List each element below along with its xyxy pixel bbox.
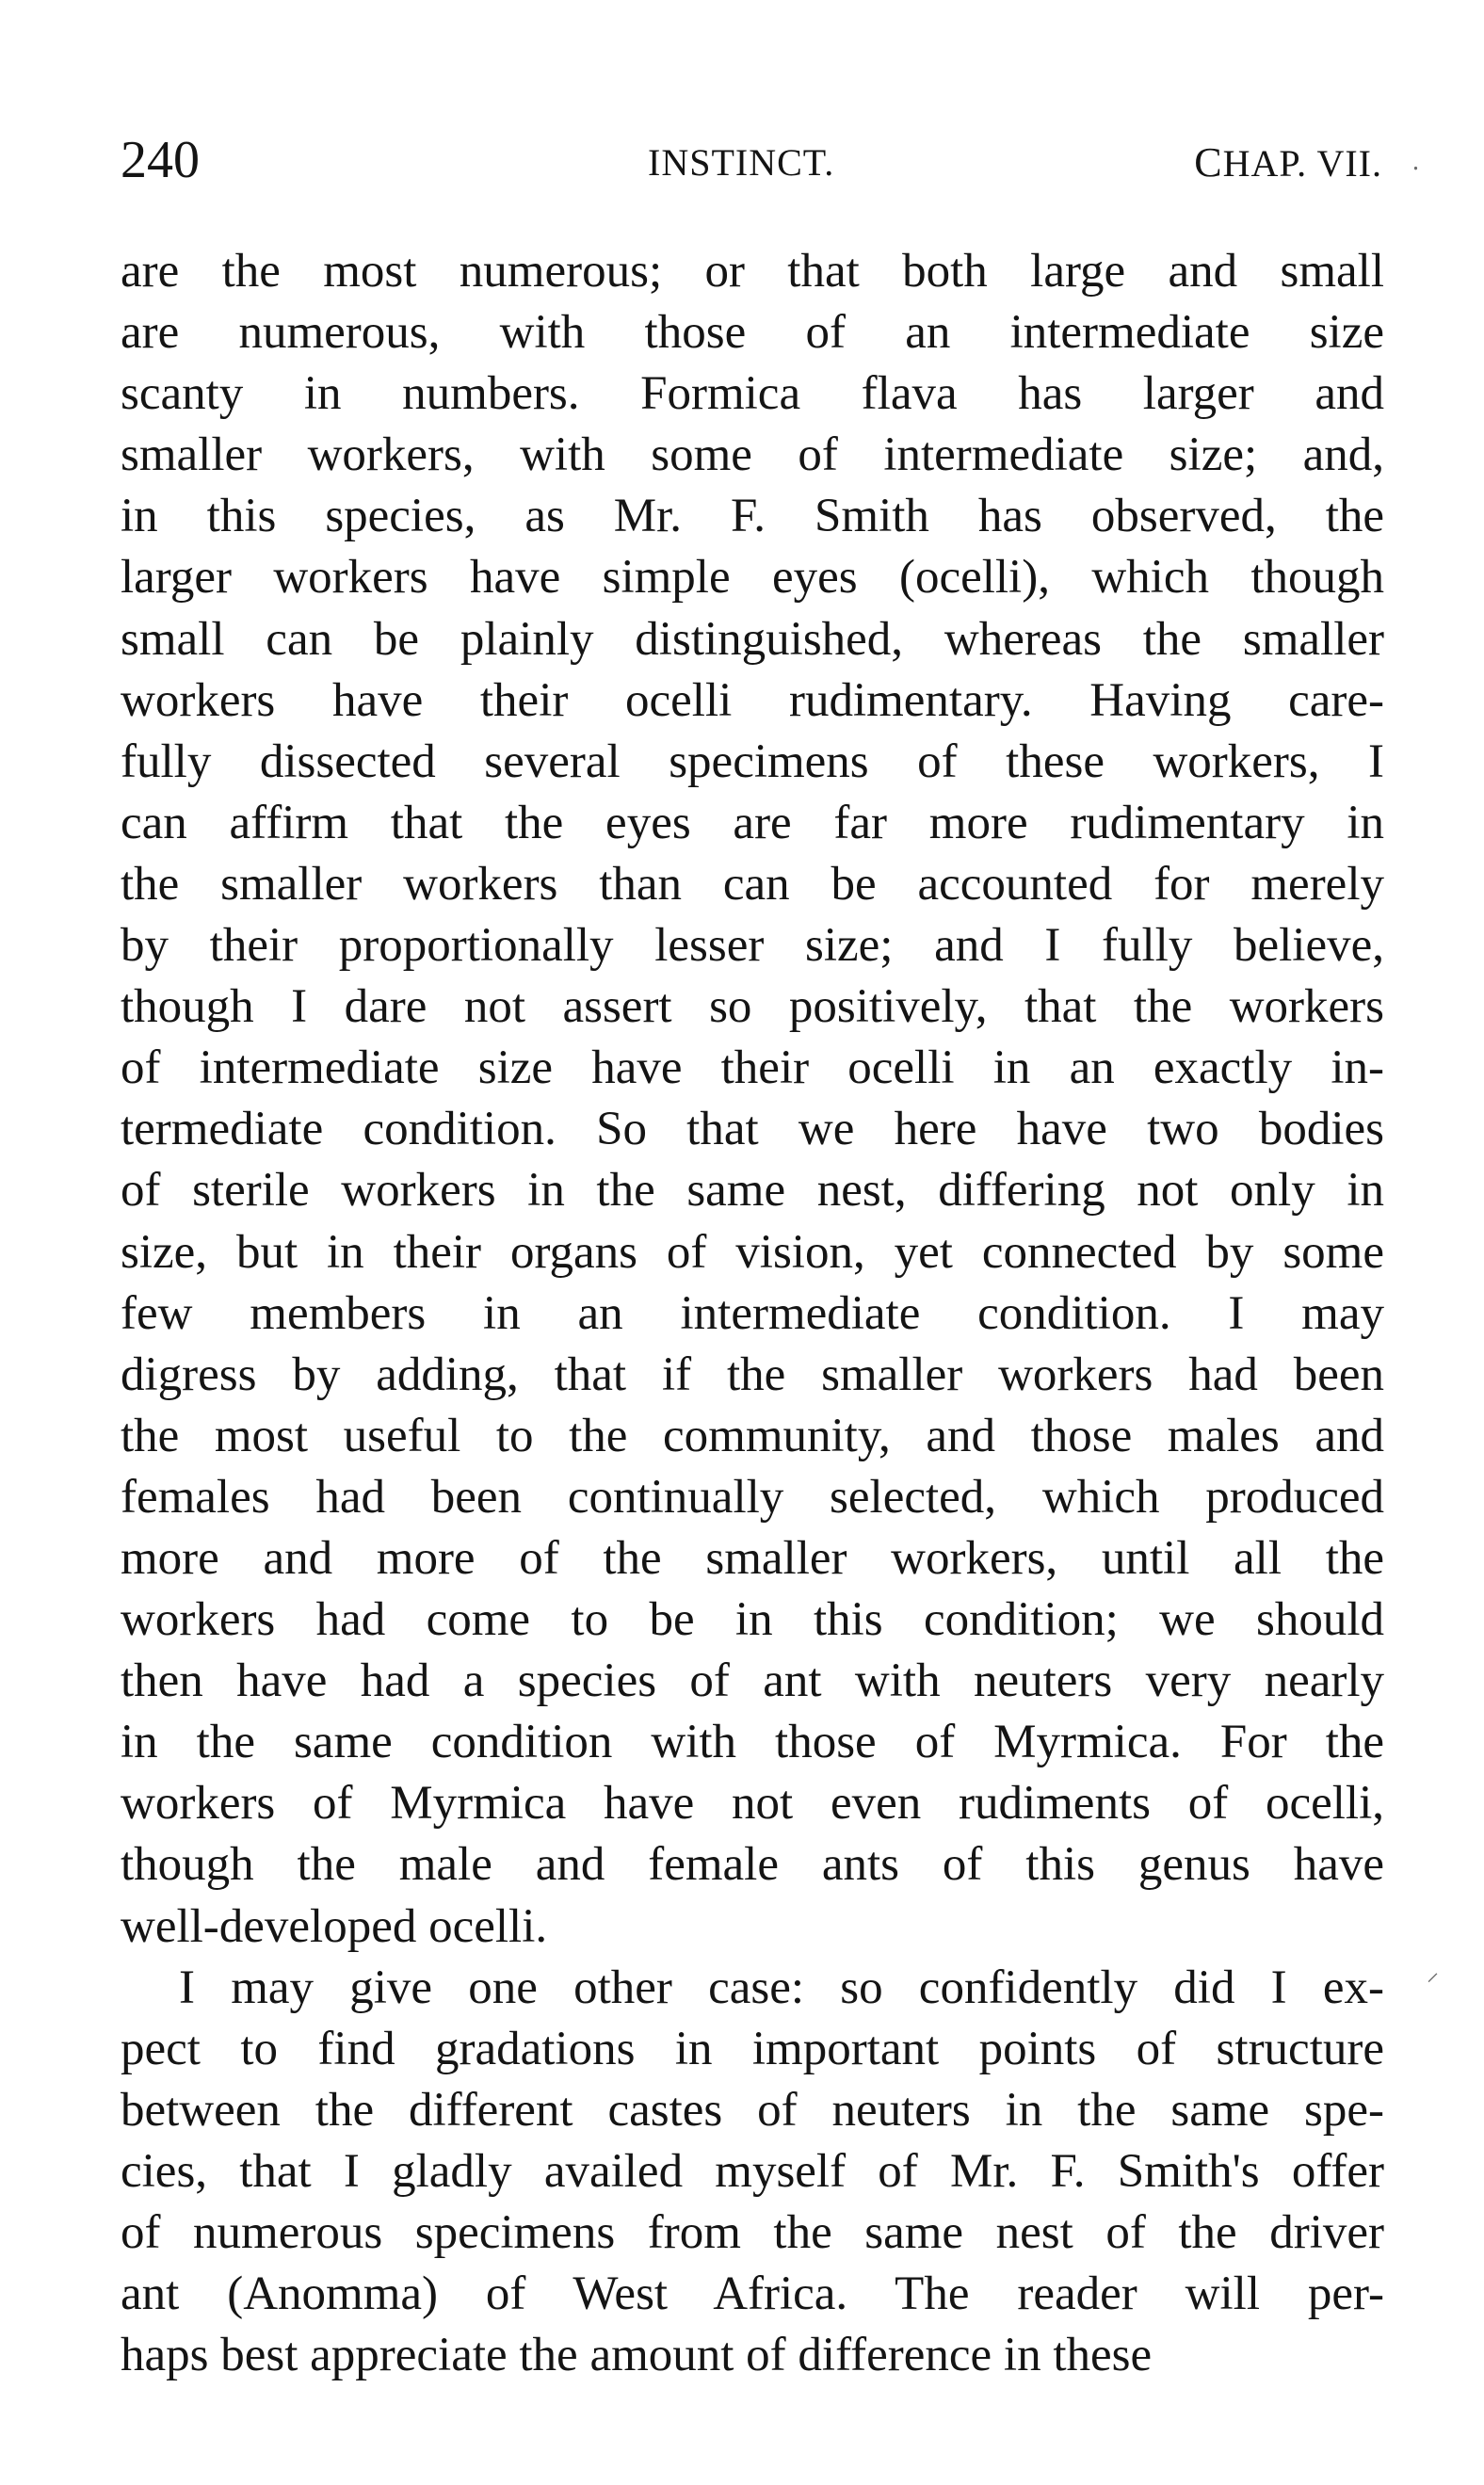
text-line: haps best appreciate the amount of difference in these bbox=[121, 2329, 1153, 2382]
text-line: ant (Anomma) of West Africa. The reader will per- bbox=[121, 2267, 1384, 2321]
scan-speck-mark: ⸱ bbox=[1412, 155, 1419, 184]
chapter-numeral: VII. bbox=[1307, 142, 1382, 185]
text-line: size, but in their organs of vision, yet connected by some bbox=[121, 1225, 1384, 1279]
chapter-small: HAP. bbox=[1222, 142, 1308, 185]
paragraph bbox=[121, 241, 1384, 1958]
text-line: workers had come to be in this condition; we should bbox=[121, 1593, 1384, 1647]
running-title: INSTINCT. bbox=[648, 141, 835, 184]
text-line: workers have their ocelli rudimentary. Having care- bbox=[121, 673, 1384, 727]
text-line: though I dare not assert so positively, that the workers bbox=[121, 980, 1384, 1034]
text-line: of intermediate size have their ocelli in an exactly in- bbox=[121, 1041, 1384, 1095]
text-line: then have had a species of ant with neuters very nearly bbox=[121, 1654, 1384, 1708]
text-line: workers of Myrmica have not even rudiments of ocelli, bbox=[121, 1777, 1384, 1831]
text-line: more and more of the smaller workers, until all the bbox=[121, 1531, 1384, 1585]
text-line: of numerous specimens from the same nest of the driver bbox=[121, 2206, 1384, 2259]
text-line: by their proportionally lesser size; and I fully believe, bbox=[121, 919, 1384, 973]
text-line: pect to find gradations in important points of structure bbox=[121, 2022, 1384, 2075]
text-line: in this species, as Mr. F. Smith has observed, the bbox=[121, 490, 1384, 543]
text-line: smaller workers, with some of intermediate size; and, bbox=[121, 428, 1384, 482]
chapter-prefix: C bbox=[1194, 139, 1223, 186]
text-line: fully dissected several specimens of these workers, I bbox=[121, 734, 1384, 788]
text-line: larger workers have simple eyes (ocelli), which though bbox=[121, 551, 1384, 605]
text-line: the most useful to the community, and those males and bbox=[121, 1409, 1384, 1462]
text-line: cies, that I gladly availed myself of Mr. F. Smith's offer bbox=[121, 2144, 1384, 2198]
paragraph bbox=[121, 1958, 1384, 2387]
text-line: are the most numerous; or that both large and small bbox=[121, 245, 1384, 298]
page-number: 240 bbox=[121, 131, 200, 189]
text-line: scanty in numbers. Formica flava has larger and bbox=[121, 367, 1384, 421]
text-line: termediate condition. So that we here have two bodies bbox=[121, 1103, 1384, 1156]
text-line: of sterile workers in the same nest, differing not only in bbox=[121, 1164, 1384, 1218]
text-line: I may give one other case: so confidently did I ex- bbox=[179, 1961, 1384, 2014]
text-line: between the different castes of neuters in the same spe- bbox=[121, 2083, 1384, 2137]
scan-speck-mark: ⸝ bbox=[1427, 1959, 1440, 1987]
text-line: few members in an intermediate condition. I may bbox=[121, 1286, 1384, 1340]
text-line: females had been continually selected, which produced bbox=[121, 1470, 1384, 1524]
text-line: digress by adding, that if the smaller workers had been bbox=[121, 1347, 1384, 1401]
text-line: well-developed ocelli. bbox=[121, 1899, 548, 1953]
running-header bbox=[121, 127, 1382, 193]
body-text bbox=[121, 241, 1384, 2386]
text-line: can affirm that the eyes are far more rudimentary in bbox=[121, 796, 1384, 849]
text-line: in the same condition with those of Myrmica. For the bbox=[121, 1716, 1384, 1769]
text-line: are numerous, with those of an intermediate size bbox=[121, 306, 1384, 360]
text-line: though the male and female ants of this genus have bbox=[121, 1838, 1384, 1892]
chapter-label bbox=[1194, 133, 1382, 194]
text-line: small can be plainly distinguished, whereas the smaller bbox=[121, 612, 1384, 666]
text-line: the smaller workers than can be accounted for merely bbox=[121, 857, 1384, 911]
